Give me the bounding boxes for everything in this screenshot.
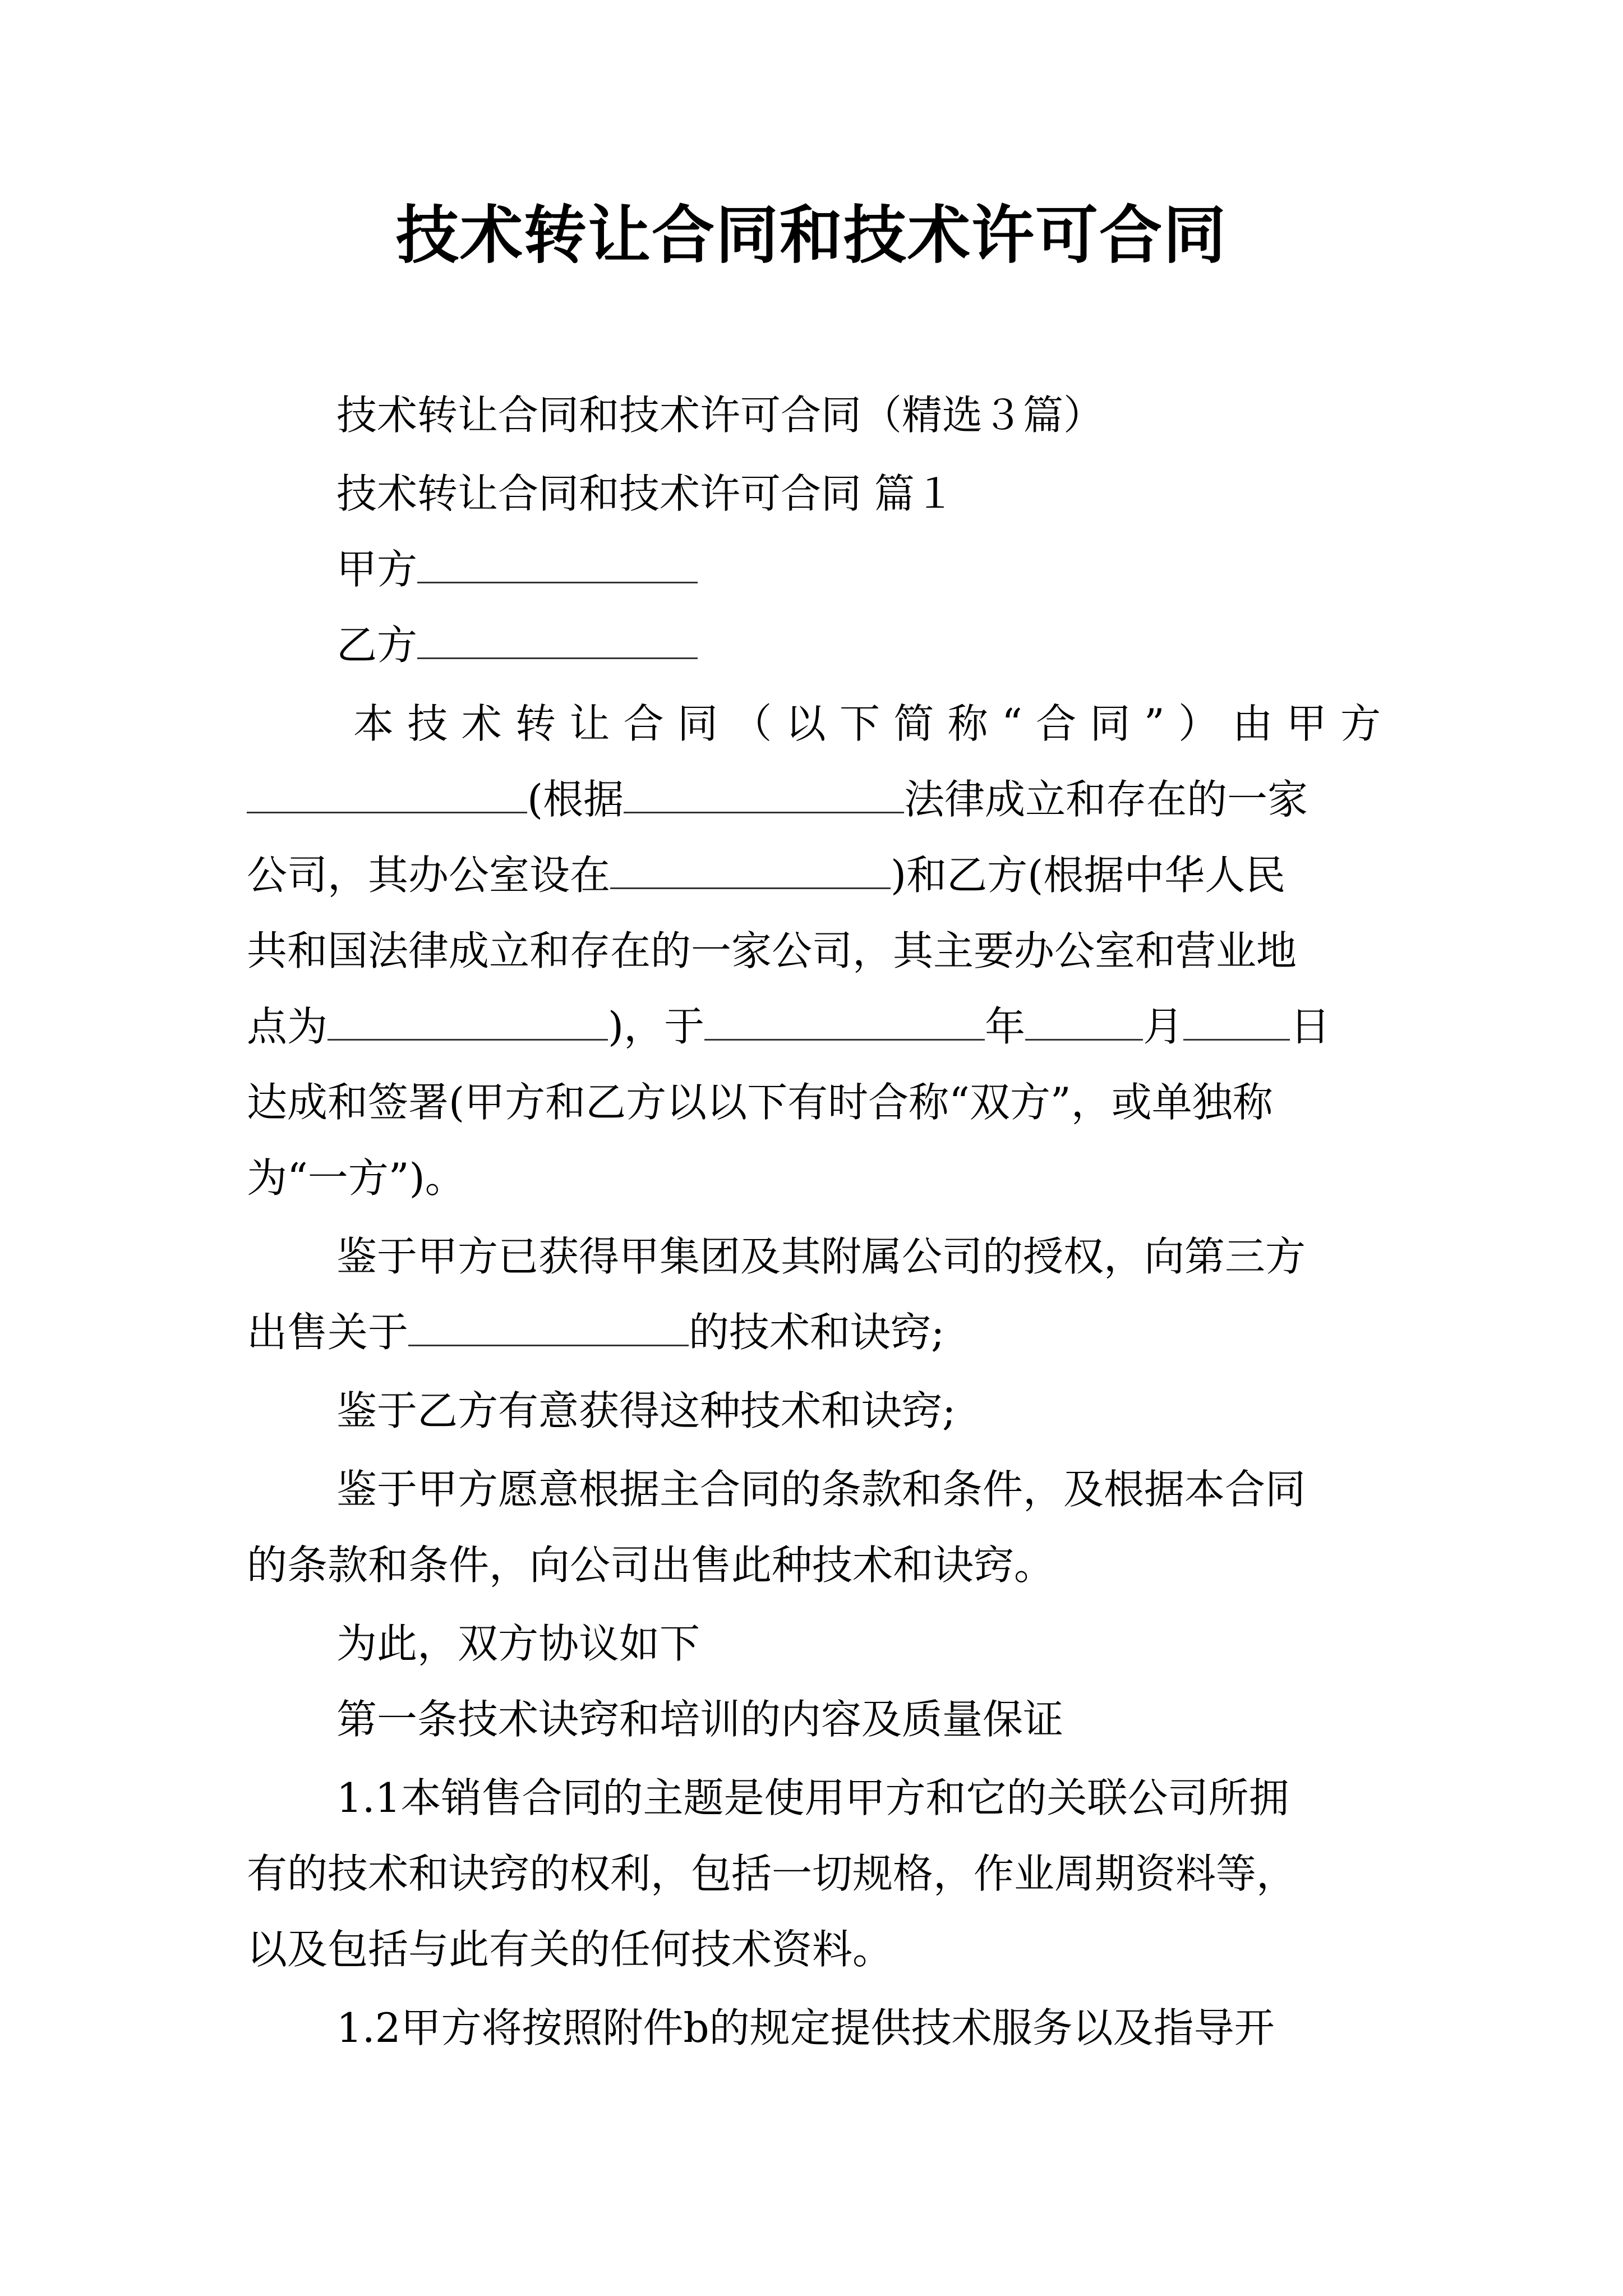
paragraph-4-line-2: 的条款和条件，向公司出售此种技术和诀窍。 (247, 1542, 1055, 1589)
blank (610, 853, 891, 889)
year-label: 年 (985, 1003, 1026, 1050)
paragraph-8-line-1: 1.2甲方将按照附件b的规定提供技术服务以及指导开 (336, 2004, 1275, 2051)
text-segment: 法律成立和存在的一家 (904, 776, 1308, 823)
blank (704, 1004, 985, 1041)
blank (624, 777, 904, 813)
party-b-blank (417, 623, 698, 659)
party-a-blank (417, 547, 698, 583)
month-label: 月 (1143, 1003, 1184, 1050)
paragraph-1-line-6: 达成和签署(甲方和乙方以以下有时合称“双方”，或单独称 (247, 1079, 1273, 1126)
paragraph-1-line-1: 本技术转让合同（以下简称“合同”）由甲方 (353, 700, 1385, 747)
paragraph-4-line-1: 鉴于甲方愿意根据主合同的条款和条件，及根据本合同 (336, 1466, 1306, 1513)
paragraph-3: 鉴于乙方有意获得这种技术和诀窍; (336, 1387, 956, 1434)
paragraph-7-line-1: 1.1本销售合同的主题是使用甲方和它的关联公司所拥 (336, 1774, 1289, 1821)
party-a-line (336, 541, 1475, 597)
blank (247, 777, 527, 813)
paragraph-7-line-3: 以及包括与此有关的任何技术资料。 (247, 1926, 893, 1973)
paragraph-1-line-3 (247, 847, 1385, 903)
paragraph-2-line-2 (247, 1304, 1385, 1360)
text-segment: 点为 (247, 1003, 328, 1050)
party-b-line (336, 617, 1475, 673)
blank (1183, 1004, 1290, 1041)
paragraph-1-line-4: 共和国法律成立和存在的一家公司，其主要办公室和营业地 (247, 927, 1297, 974)
text-segment: )，于 (608, 1003, 705, 1050)
text-segment: )和乙方(根据中华人民 (891, 852, 1286, 899)
blank (328, 1004, 608, 1041)
text-segment: 公司，其办公室设在 (247, 852, 611, 899)
section-heading: 技术转让合同和技术许可合同 篇１ (336, 470, 955, 517)
paragraph-1-line-7: 为“一方”)。 (247, 1154, 465, 1202)
paragraph-1-line-2 (247, 771, 1385, 827)
paragraph-1-line-5 (247, 999, 1385, 1055)
document-title: 技术转让合同和技术许可合同 (396, 199, 1227, 272)
text-segment: (根据 (527, 776, 624, 823)
day-label: 日 (1290, 1003, 1331, 1050)
blank (1025, 1004, 1143, 1041)
party-b-label: 乙方 (336, 622, 418, 669)
blank (408, 1310, 689, 1346)
paragraph-2-line-1: 鉴于甲方已获得甲集团及其附属公司的授权，向第三方 (336, 1233, 1306, 1280)
paragraph-5: 为此，双方协议如下 (336, 1620, 700, 1667)
text-segment: 出售关于 (247, 1309, 409, 1356)
paragraph-7-line-2: 有的技术和诀窍的权利，包括一切规格，作业周期资料等， (247, 1850, 1297, 1897)
party-a-label: 甲方 (336, 546, 418, 593)
subtitle: 技术转让合同和技术许可合同（精选３篇） (336, 392, 1104, 439)
paragraph-6: 第一条技术诀窍和培训的内容及质量保证 (336, 1696, 1064, 1743)
text-segment: 的技术和诀窍; (689, 1309, 945, 1356)
